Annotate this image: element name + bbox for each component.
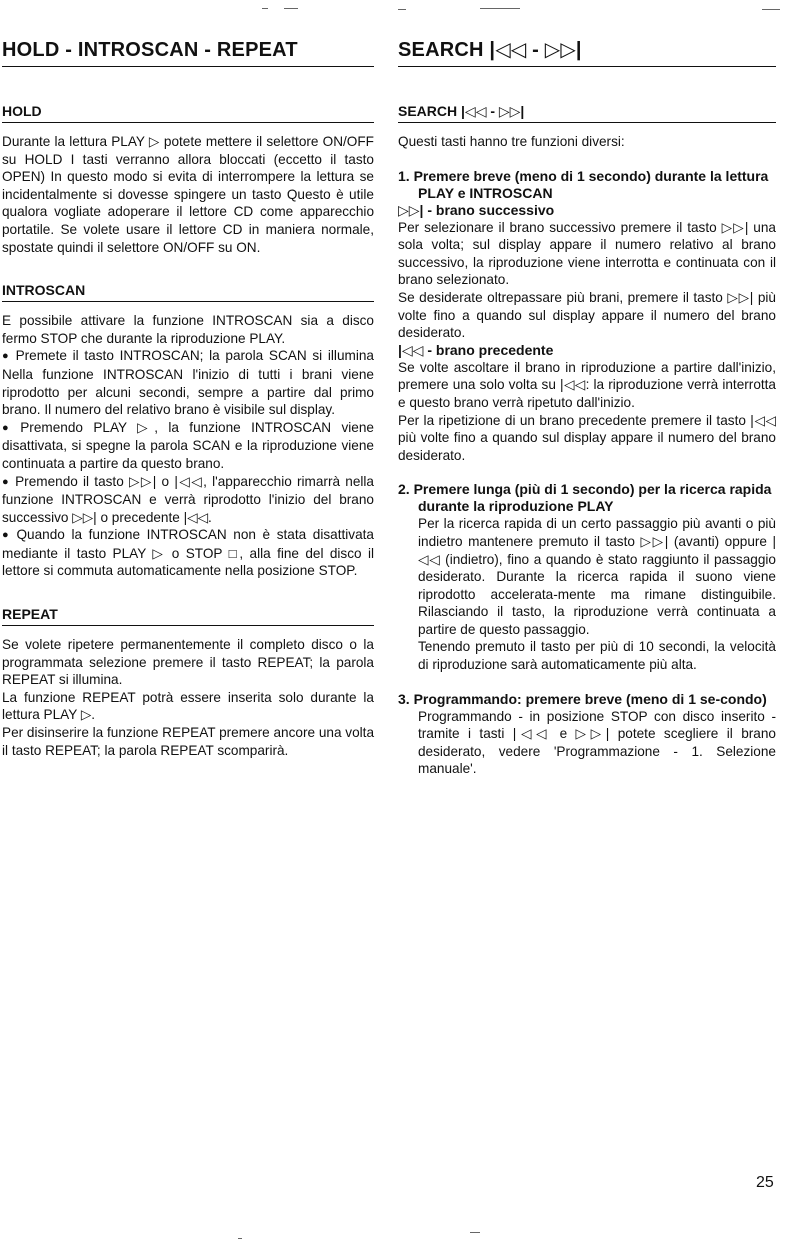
hold-section <box>2 103 374 256</box>
search-item-1 <box>398 168 776 465</box>
search-item-2 <box>398 481 776 673</box>
next-track-text: Se desiderate oltrepassare più brani, premere il tasto ▷▷| più volte fino a quando sul display appare il numero del brano desiderato. <box>398 289 776 341</box>
item-3-body <box>398 708 776 778</box>
scan-speck <box>762 9 780 10</box>
introscan-title: INTROSCAN <box>2 282 374 302</box>
introscan-para-intro: E possibile attivare la funzione INTROSCAN sia a disco fermo STOP che durante la riproduzione PLAY. <box>2 313 374 346</box>
item-2-text: Tenendo premuto il tasto per più di 10 secondi, la velocità di riproduzione sarà automaticamente più alta. <box>418 639 776 673</box>
scan-speck <box>470 1232 480 1233</box>
hold-text: Durante la lettura PLAY ▷ potete mettere il selettore ON/OFF su HOLD I tasti verranno allora bloccati (eccetto il tasto OPEN) In questo modo si evita di interrompere la lettura se incidentalmente si dovesse spingere un tasto Questo è utile qualora vogliate adoperare il lettore CD come apparecchio portatile. Se volete usare il lettore CD in maniera normale, spostate quindi il selettore ON/OFF su ON. <box>2 134 374 255</box>
next-track-heading: ▷▷| - brano successivo <box>398 201 555 218</box>
introscan-bullet: ● Quando la funzione INTROSCAN non è stata disattivata mediante il tasto PLAY ▷ o STOP □, alla fine del disco il lettore si commuta automaticamente nella posizione STOP. <box>2 526 374 580</box>
right-column <box>398 38 776 778</box>
previous-track-text: Se volte ascoltare il brano in riproduzione a partire dall'inizio, premere una solo volta su |◁◁: la riproduzione verrà interrotta e questo brano verrà ripetuto dall'inizio. <box>398 359 776 410</box>
hold-title: HOLD <box>2 103 374 123</box>
right-page-heading: SEARCH |◁◁ - ▷▷| <box>398 38 776 67</box>
scan-speck <box>480 8 520 9</box>
item-3-text: Programmando - in posizione STOP con disco inserito - tramite i tasti |◁◁ e ▷▷| potete scegliere il brano desiderato, vedere 'Programmazione - 1. Selezione manuale'. <box>418 708 776 777</box>
previous-track-heading: |◁◁ - brano precedente <box>398 341 554 358</box>
search-title: SEARCH |◁◁ - ▷▷| <box>398 103 776 123</box>
repeat-para: Se volete ripetere permanentemente il completo disco o la programmata selezione premere il tasto REPEAT; la parola REPEAT si illumina. <box>2 637 374 688</box>
item-2-text: Per la ricerca rapida di un certo passaggio più avanti o più indietro mantenere premuto il tasto ▷▷| (avanti) oppure |◁◁ (indietro), fino a quando è stato raggiunto il passaggio desiderato. Durante la ricerca rapida il suono viene riprodotto accelerata-mente ma rimane distinguibile. Rilasciando il tasto, la riproduzione verrà continuata a partire de questo passaggio. <box>418 516 776 637</box>
repeat-section <box>2 606 374 759</box>
introscan-bullet: ● Premendo il tasto ▷▷| o |◁◁, l'apparecchio rimarrà nella funzione INTROSCAN e verrà riprodotto l'inizio del brano successivo ▷▷| o precedente |◁◁. <box>2 473 374 527</box>
next-track-text: Per selezionare il brano successivo premere il tasto ▷▷| una sola volta; sul display appare il numero relativo al brano successivo, la riproduzione viene interrotta e continuata con il brano selezionato. <box>398 219 776 288</box>
introscan-bullet: ● Premendo PLAY ▷, la funzione INTROSCAN viene disattivata, si spegne la parola SCAN e la riproduzione viene continuata a partire da questo brano. <box>2 419 374 473</box>
scan-speck <box>284 8 298 9</box>
search-item-3 <box>398 691 776 778</box>
page-number: 25 <box>756 1174 774 1191</box>
item-3-heading: 3. Programmando: premere breve (meno di 1 se-condo) <box>398 690 767 707</box>
repeat-para: La funzione REPEAT potrà essere inserita solo durante la lettura PLAY ▷. <box>2 689 374 723</box>
left-page-heading: HOLD - INTROSCAN - REPEAT <box>2 38 374 67</box>
left-column <box>2 38 374 785</box>
search-intro: Questi tasti hanno tre funzioni diversi: <box>398 134 625 149</box>
repeat-title: REPEAT <box>2 606 374 626</box>
item-1-heading: 1. Premere breve (meno di 1 secondo) durante la lettura PLAY e INTROSCAN <box>398 167 769 201</box>
introscan-bullet: ● Premete il tasto INTROSCAN; la parola SCAN si illumina Nella funzione INTROSCAN l'inizio di tutti i brani viene riprodotto per alcuni secondi, sempre a partire dal primo brano. Il numero del relativo brano è visibile sul display. <box>2 347 374 418</box>
scan-speck <box>238 1238 242 1239</box>
introscan-section <box>2 282 374 580</box>
repeat-para: Per disinserire la funzione REPEAT premere ancore una volta il tasto REPEAT; la parola REPEAT scomparirà. <box>2 725 375 758</box>
previous-track-text: Per la ripetizione di un brano precedente premere il tasto |◁◁ più volte fino a quando sul display appare il numero del brano desiderato. <box>398 412 776 463</box>
item-2-heading: 2. Premere lunga (più di 1 secondo) per la ricerca rapida durante la riproduzione PLAY <box>398 481 772 515</box>
item-2-body <box>398 515 776 673</box>
scan-speck <box>262 8 268 9</box>
scan-speck <box>398 9 406 10</box>
